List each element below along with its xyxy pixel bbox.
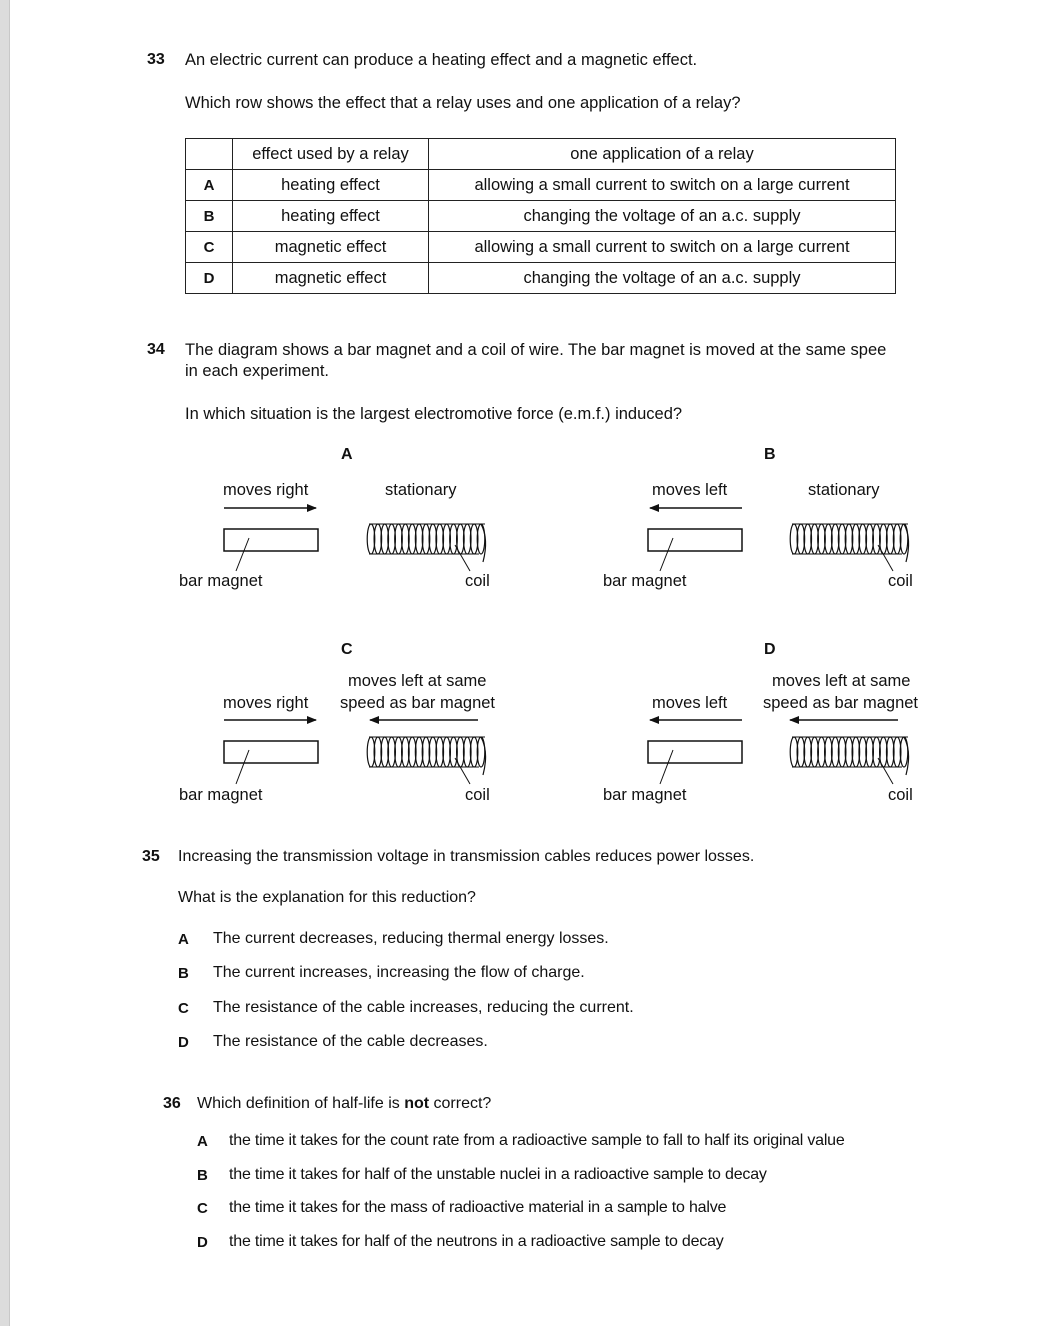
table-header-effect: effect used by a relay — [233, 139, 429, 170]
diagram-a-letter: A — [341, 446, 353, 463]
q36-option-text: the time it takes for half of the neutrons in a radioactive sample to decay — [229, 1233, 724, 1250]
diagram-b-coil-motion: stationary — [808, 481, 880, 499]
q35-option-text: The resistance of the cable increases, reducing the current. — [213, 999, 634, 1016]
row-letter: C — [186, 232, 233, 263]
diagram-b — [648, 508, 909, 571]
q36-stem-before: Which definition of half-life is — [197, 1095, 405, 1112]
q35-option-letter: C — [178, 1000, 189, 1017]
diagram-c — [224, 720, 486, 784]
q36-option-text: the time it takes for half of the unstable nuclei in a radioactive sample to decay — [229, 1166, 767, 1183]
q36-option-letter: A — [197, 1133, 208, 1150]
row-letter: B — [186, 201, 233, 232]
coil — [367, 524, 485, 562]
row-effect: magnetic effect — [233, 232, 429, 263]
diagram-c-coil-motion-line1: moves left at same — [348, 672, 487, 690]
q36-option-text: the time it takes for the count rate from a radioactive sample to fall to half its original value — [229, 1132, 845, 1149]
diagram-c-coil-label: coil — [465, 786, 490, 804]
diagram-a-coil-motion: stationary — [385, 481, 457, 499]
row-letter: A — [186, 170, 233, 201]
diagram-b-letter: B — [764, 446, 776, 463]
diagram-a-magnet-motion: moves right — [223, 481, 309, 499]
diagram-d — [648, 720, 909, 784]
q35-option-letter: A — [178, 931, 189, 948]
diagram-d-letter: D — [764, 641, 776, 658]
diagram-b-magnet-label: bar magnet — [603, 572, 687, 590]
diagram-b-coil-label: coil — [888, 572, 913, 590]
diagram-d-coil-motion-line1: moves left at same — [772, 672, 911, 690]
q34-stem-line2: in each experiment. — [185, 362, 329, 380]
bar-magnet — [224, 529, 318, 551]
leader-line — [236, 750, 249, 784]
q35-option-letter: D — [178, 1034, 189, 1051]
row-application: allowing a small current to switch on a large current — [429, 232, 896, 263]
leader-line — [455, 545, 470, 571]
q35-stem: Increasing the transmission voltage in transmission cables reduces power losses. — [178, 848, 755, 865]
question-number-36: 36 — [163, 1095, 181, 1112]
q35-option-text: The current decreases, reducing thermal energy losses. — [213, 930, 609, 947]
q34-question: In which situation is the largest electromotive force (e.m.f.) induced? — [185, 405, 683, 423]
row-application: allowing a small current to switch on a large current — [429, 170, 896, 201]
row-letter: D — [186, 263, 233, 294]
diagram-d-magnet-motion: moves left — [652, 694, 728, 712]
q34-stem-line1: The diagram shows a bar magnet and a coil of wire. The bar magnet is moved at the same spee — [185, 341, 887, 359]
leader-line — [878, 758, 893, 784]
q36-option-text: the time it takes for the mass of radioactive material in a sample to halve — [229, 1199, 727, 1216]
question-number-34: 34 — [147, 341, 165, 358]
bar-magnet — [648, 741, 742, 763]
diagram-c-coil-motion-line2: speed as bar magnet — [340, 694, 496, 712]
diagram-a — [224, 508, 486, 571]
question-number-33: 33 — [147, 51, 165, 68]
q36-option-letter: B — [197, 1167, 208, 1184]
row-effect: heating effect — [233, 201, 429, 232]
leader-line — [236, 538, 249, 571]
leader-line — [660, 538, 673, 571]
coil — [790, 737, 908, 775]
leader-line — [878, 545, 893, 571]
diagram-c-letter: C — [341, 641, 353, 658]
diagram-d-coil-motion-line2: speed as bar magnet — [763, 694, 919, 712]
leader-line — [660, 750, 673, 784]
q35-option-text: The current increases, increasing the flow of charge. — [213, 964, 585, 981]
diagram-d-magnet-label: bar magnet — [603, 786, 687, 804]
question-number-35: 35 — [142, 848, 160, 865]
q35-question: What is the explanation for this reduction? — [178, 889, 476, 906]
q36-stem-after: correct? — [429, 1095, 492, 1112]
q36-stem-bold: not — [404, 1095, 430, 1112]
diagram-a-coil-label: coil — [465, 572, 490, 590]
q33-stem: An electric current can produce a heating effect and a magnetic effect. — [185, 51, 698, 69]
leader-line — [455, 758, 470, 784]
table-header-application: one application of a relay — [429, 139, 896, 170]
bar-magnet — [224, 741, 318, 763]
q33-question: Which row shows the effect that a relay uses and one application of a relay? — [185, 94, 741, 112]
coil — [790, 524, 908, 562]
row-application: changing the voltage of an a.c. supply — [429, 201, 896, 232]
q36-stem — [197, 1095, 491, 1113]
q36-option-letter: C — [197, 1200, 208, 1217]
q35-option-letter: B — [178, 965, 189, 982]
row-application: changing the voltage of an a.c. supply — [429, 263, 896, 294]
diagram-c-magnet-label: bar magnet — [179, 786, 263, 804]
q36-option-letter: D — [197, 1234, 208, 1251]
coil — [367, 737, 485, 775]
diagram-b-magnet-motion: moves left — [652, 481, 728, 499]
diagram-c-magnet-motion: moves right — [223, 694, 309, 712]
q35-option-text: The resistance of the cable decreases. — [213, 1033, 488, 1050]
bar-magnet — [648, 529, 742, 551]
diagram-d-coil-label: coil — [888, 786, 913, 804]
diagram-a-magnet-label: bar magnet — [179, 572, 263, 590]
row-effect: magnetic effect — [233, 263, 429, 294]
row-effect: heating effect — [233, 170, 429, 201]
